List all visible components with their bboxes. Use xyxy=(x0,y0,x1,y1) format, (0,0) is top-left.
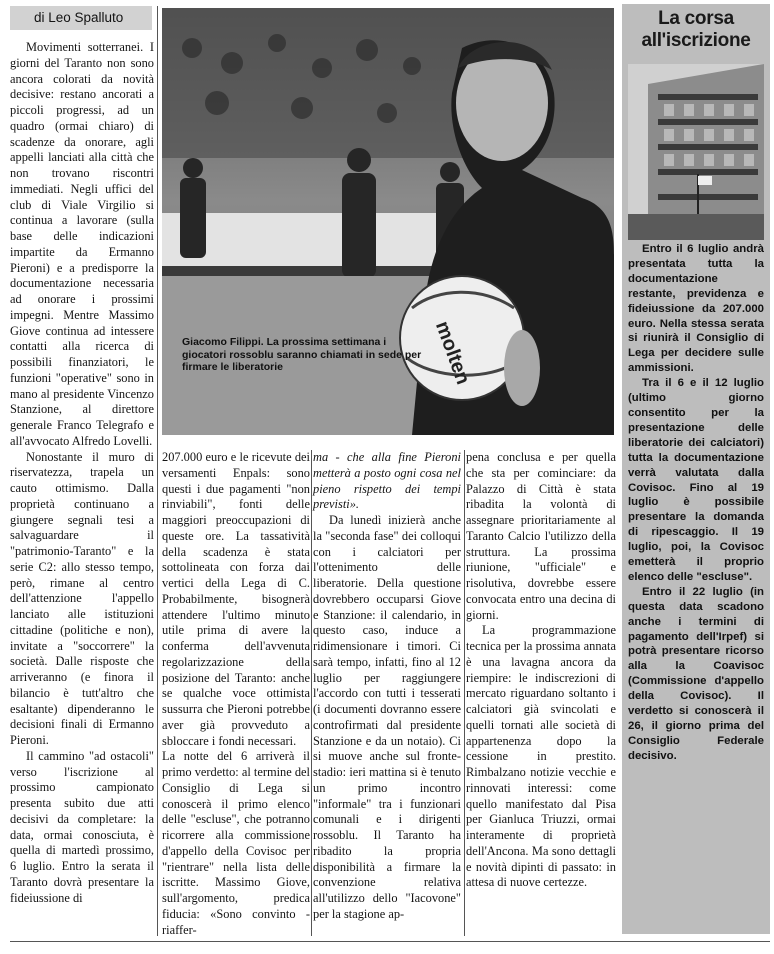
column-divider xyxy=(157,6,158,936)
building-illustration xyxy=(628,64,764,240)
sidebar-text xyxy=(628,242,764,764)
article-paragraph: pena conclusa e per quella che sta per cominciare: da Palazzo di Città è stata ribadita la volontà di assegnare prioritariamente al Taranto Calcio l'utilizzo della struttura. La prossima riunione, "ufficiale" e risolutiva, dovrebbe essere convocata entro una decina di giorni. xyxy=(466,450,616,622)
sidebar-title-line: La corsa xyxy=(658,8,734,29)
article-paragraph: Movimenti sotterranei. I giorni del Taranto non sono ancora colorati da novità decisive: restano ancorati a piccoli progressi, ad un quadro (ormai chiaro) di scadenze da onorare, agli appelli lanciati alla città che non trovano riscontri immediati. Negli uffici del club di Viale Virgilio si continua a lavorare (sulla base delle indicazioni impartite da Ermanno Pieroni) e a predisporre la documentazione necessaria ad onorare i prossimi impegni. Mentre Massimo Giove continua ad intessere contatti alla ricerca di possibili finanziatori, le funzioni "operative" sono in mano al presidente Vincenzo Stanzione, al direttore generale Franco Telegrafo e all'avvocato Alfredo Lovelli. xyxy=(10,40,154,448)
column-divider xyxy=(464,450,465,936)
sidebar-paragraph: Entro il 22 luglio (in questa data scadono anche i termini di pagamento dell'Irpef) si potrà presentare ricorso alla la Coavisoc (Commissione d'appello della Covisoc). Il verdetto si conoscerà il 26, il giorno prima del Consiglio Federale decisivo. xyxy=(628,585,764,762)
article-column-3 xyxy=(313,450,461,923)
sidebar-box xyxy=(622,4,770,934)
article-paragraph: La notte del 6 arriverà il primo verdetto: al termine del Consiglio di Lega si conoscerà il primo elenco delle "escluse", che potranno ricorrere alla commissione d'appello della Covisoc per "rientrare" nella lista delle iscritte. Massimo Giove, sull'argomento, predica fiducia: «Sono convinto - riaffer- xyxy=(162,749,310,937)
article-paragraph: Nonostante il muro di riservatezza, trapela un cauto ottimismo. Dalla proprietà continuano a giungere segnali tesi a salvaguardare il "patrimonio-Taranto" e la serie C2: allo stesso tempo, però, rimane al centro dell'attenzione l'appello lanciato alle istituzioni cittadine (politiche e non), invitate a "soccorrere" la società. Dalle risposte che arriveranno (e finora il bilancio è tutt'altro che esaltante) dipenderanno le decisioni finali di Ermanno Pieroni. xyxy=(10,449,154,747)
bottom-rule xyxy=(10,941,770,942)
sidebar-title-line: all'iscrizione xyxy=(641,30,751,51)
column-divider xyxy=(311,450,312,936)
article-paragraph: La programmazione tecnica per la prossima annata è una lavagna ancora da riempire: le indiscrezioni di mercato riguardano soltanto i calciatori già svincolati e quelli tornati alle società di appartenenza dopo la cessione in prestito. Rimbalzano notizie vecchie e rinnovati interessi: come quello manifestato dal Pisa per Gianluca Triuzzi, ormai interamente di proprietà dell'Ancona. Ma sono dettagli e novità dipinti di passato: in attesa di nuove certezze. xyxy=(466,623,616,890)
article-paragraph: 207.000 euro e le ricevute dei versamenti Enpals: sono questi i due pagamenti "non rinviabili", fonti delle maggiori preoccupazioni di queste ore. La tassatività della scadenza è stata sottolineata con forza dai vertici della Lega di C. Probabilmente, bisognerà attendere l'ultimo minuto utile prima di avere la conferma dell'avvenuta regolarizzazione della posizione del Taranto: anche se qualche voce ottimista sussurra che Pieroni potrebbe aver già provveduto a sbloccare i fondi necessari. xyxy=(162,450,310,748)
article-column-1 xyxy=(10,40,154,906)
article-column-2 xyxy=(162,450,310,938)
byline: di Leo Spalluto xyxy=(10,6,152,30)
sidebar-title xyxy=(622,8,770,52)
article-paragraph: ma - che alla fine Pieroni metterà a posto ogni cosa nel pieno rispetto dei tempi previsti». xyxy=(313,450,461,512)
sidebar-photo xyxy=(628,64,764,240)
article-paragraph: Da lunedì inizierà anche la "seconda fase" dei colloqui con i calciatori per l'ottenimento delle liberatorie. Della questione dovrebbero occuparsi Giove e Stanzione: il calendario, in questo caso, induce a ridimensionare i timori. Ci sarà tempo, infatti, fino al 12 luglio per raggiungere l'accordo con tutti i tesserati (i documenti dovranno essere controfirmati dal presidente Stanzione e da un notaio). Ci si muove anche sul fronte-stadio: ieri mattina si è tenuto un primo incontro "informale" tra i funzionari comunali e i dirigenti rossoblu. Il Taranto ha ribadito la propria disponibilità a firmare la convenzione relativa all'utilizzo dello "Iacovone" per la stagione ap- xyxy=(313,513,461,921)
article-paragraph: Il cammino "ad ostacoli" verso l'iscrizione al prossimo campionato presenta subito due atti decisivi da completare: la data, ormai conosciuta, è quella di martedì prossimo, 6 luglio. Entro la serata il Taranto dovrà presentare la fideiussione di xyxy=(10,748,154,905)
sidebar-paragraph: Entro il 6 luglio andrà presentata tutta la documentazione restante, previdenza e fideiussione da 207.000 euro. Nella stessa serata si riunirà il Consiglio di Lega per decidere sulle ammissioni. xyxy=(628,243,764,375)
photo-caption: Giacomo Filippi. La prossima settimana i giocatori rossoblu saranno chiamati in sede per firmare le liberatorie xyxy=(182,336,422,374)
article-column-4 xyxy=(466,450,616,891)
article-photo xyxy=(162,8,614,435)
sidebar-paragraph: Tra il 6 e il 12 luglio (ultimo giorno consentito per la presentazione delle liberatorie dei calciatori) tutta la documentazione verrà valutata dalla Covisoc. Fino al 19 luglio è possibile presentare la domanda di ripescaggio. Il 19 luglio, poi, la Covisoc emetterà il proprio elenco delle "escluse". xyxy=(628,377,764,583)
ball-brand-text: molten xyxy=(430,318,475,388)
